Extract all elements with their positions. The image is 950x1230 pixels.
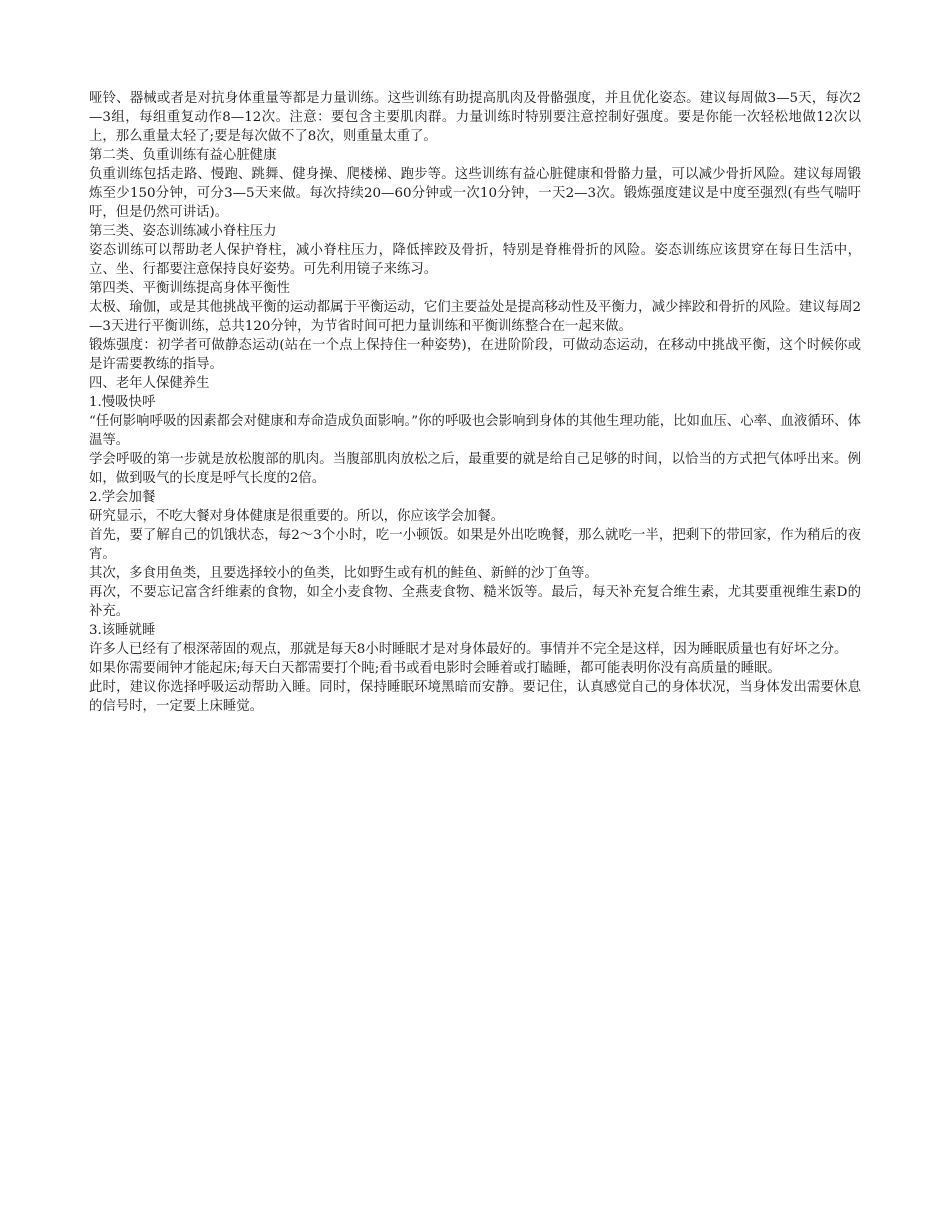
paragraph-snacking-first: 首先，要了解自己的饥饿状态，每2～3个小时，吃一小顿饭。如果是外出吃晚餐，那么就吃一半，把剩下的带回家，作为稍后的夜宵。 <box>89 528 861 562</box>
paragraph-balance-intensity: 锻炼强度：初学者可做静态运动(站在一个点上保持住一种姿势)，在进阶阶段，可做动态运动，在移动中挑战平衡，这个时候你或是许需要教练的指导。 <box>89 338 861 372</box>
paragraph-sleep-advice: 此时，建议你选择呼吸运动帮助入睡。同时，保持睡眠环境黑暗而安静。要记住，认真感觉自己的身体状况，当身体发出需要休息的信号时，一定要上床睡觉。 <box>89 680 861 714</box>
heading-balance: 第四类、平衡训练提高身体平衡性 <box>89 281 290 296</box>
paragraph-strength-training: 哑铃、器械或者是对抗身体重量等都是力量训练。这些训练有助提高肌肉及骨骼强度，并且优化姿态。建议每周做3—5天，每次2—3组，每组重复动作8—12次。注意：要包含主要肌肉群。力量训练时特别要注意控制好强度。要是你能一次轻松地做12次以上，那么重量太轻了;要是每次做不了8次，则重量太重了。 <box>89 91 861 144</box>
paragraph-snacking-research: 研究显示，不吃大餐对身体健康是很重要的。所以，你应该学会加餐。 <box>89 509 505 524</box>
paragraph-sleep-signs: 如果你需要闹钟才能起床;每天白天都需要打个盹;看书或看电影时会睡着或打瞌睡，都可能表明你没有高质量的睡眠。 <box>89 661 781 676</box>
heading-sleep: 3.该睡就睡 <box>89 623 156 638</box>
heading-posture: 第三类、姿态训练减小脊柱压力 <box>89 224 277 239</box>
paragraph-snacking-second: 其次，多食用鱼类，且要选择较小的鱼类，比如野生或有机的鲑鱼、新鲜的沙丁鱼等。 <box>89 566 598 581</box>
paragraph-balance: 太极、瑜伽，或是其他挑战平衡的运动都属于平衡运动，它们主要益处是提高移动性及平衡力，减少摔跤和骨折的风险。建议每周2—3天进行平衡训练，总共120分钟，为节省时间可把力量训练和平衡训练整合在一起来做。 <box>89 300 861 334</box>
heading-breathing: 1.慢吸快呼 <box>89 395 156 410</box>
paragraph-posture: 姿态训练可以帮助老人保护脊柱，减小脊柱压力，降低摔跤及骨折，特别是脊椎骨折的风险。姿态训练应该贯穿在每日生活中，立、坐、行都要注意保持良好姿势。可先利用镜子来练习。 <box>89 243 861 277</box>
paragraph-weight-bearing: 负重训练包括走路、慢跑、跳舞、健身操、爬楼梯、跑步等。这些训练有益心脏健康和骨骼力量，可以减少骨折风险。建议每周锻炼至少150分钟，可分3—5天来做。每次持续20—60分钟或一次10分钟，一天2—3次。锻炼强度建议是中度至强烈(有些气喘吁吁，但是仍然可讲话)。 <box>89 167 861 220</box>
paragraph-breathing-steps: 学会呼吸的第一步就是放松腹部的肌肉。当腹部肌肉放松之后，最重要的就是给自己足够的时间，以恰当的方式把气体呼出来。例如，做到吸气的长度是呼气长度的2倍。 <box>89 452 861 486</box>
heading-section-four: 四、老年人保健养生 <box>89 376 210 391</box>
paragraph-snacking-third: 再次，不要忘记富含纤维素的食物，如全小麦食物、全燕麦食物、糙米饭等。最后，每天补充复合维生素，尤其要重视维生素D的补充。 <box>89 585 861 619</box>
document-body <box>89 89 861 716</box>
paragraph-sleep-belief: 许多人已经有了根深蒂固的观点，那就是每天8小时睡眠才是对身体最好的。事情并不完全是这样，因为睡眠质量也有好坏之分。 <box>89 642 848 657</box>
heading-weight-bearing: 第二类、负重训练有益心脏健康 <box>89 148 277 163</box>
paragraph-breathing-quote: “任何影响呼吸的因素都会对健康和寿命造成负面影响。”你的呼吸也会影响到身体的其他生理功能，比如血压、心率、血液循环、体温等。 <box>89 414 861 448</box>
heading-snacking: 2.学会加餐 <box>89 490 156 505</box>
